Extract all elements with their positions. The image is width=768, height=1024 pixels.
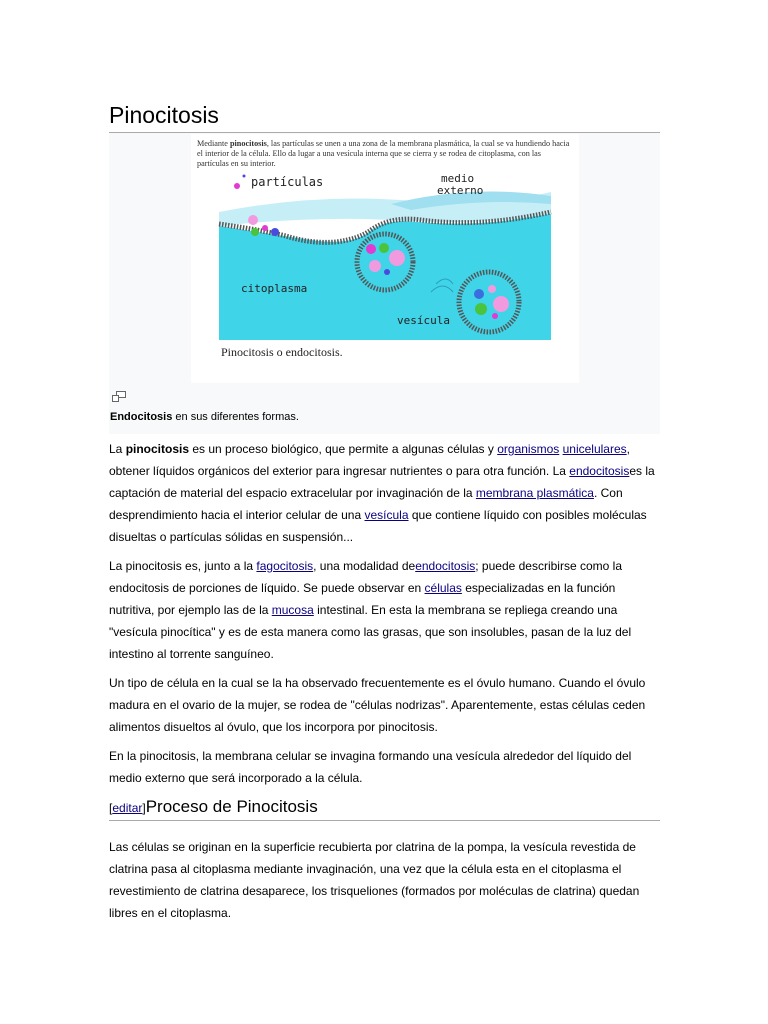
label-vesicula: vesícula (397, 314, 450, 327)
figure-box (109, 133, 660, 434)
link-organismos[interactable]: organismos (497, 442, 560, 456)
label-medio: medio (441, 172, 475, 185)
paragraph-4: En la pinocitosis, la membrana celular se invagina formando una vesícula alrededor del líquido del medio externo que será incorporado a la célula. (109, 749, 632, 785)
link-vesicula[interactable]: vesícula (364, 508, 409, 522)
vesicle-free (459, 272, 519, 332)
enlarge-icon[interactable] (112, 391, 126, 402)
paragraph-2: La pinocitosis es, junto a la fagocitosis, una modalidad deendocitosis; puede describirse como la endocitosis de porciones de líquido. Se puede observar en células especializadas en la función nutritiva, por ejemplo las de la mucosa intestinal. En esta la membrana se repliega creando una "vesícula pinocítica" y es de esta manera como las grasas, que son insolubles, pasan de la luz del intestino al torrente sanguíneo. (109, 559, 632, 661)
link-celulas[interactable]: células (424, 581, 462, 595)
link-fagocitosis[interactable]: fagocitosis (256, 559, 314, 573)
link-endocitosis[interactable]: endocitosis (569, 464, 630, 478)
label-particulas: partículas (251, 175, 324, 189)
pinocytosis-diagram (191, 134, 579, 383)
section-title: Proceso de Pinocitosis (145, 797, 318, 816)
link-unicelulares[interactable]: unicelulares (562, 442, 627, 456)
figure-image[interactable] (191, 134, 579, 383)
paragraph-3: Un tipo de célula en la cual se la ha observado frecuentemente es el óvulo humano. Cuando el óvulo madura en el ovario de la mujer, se rodea de "células nodrizas". Aparentemente, estas células ceden alimentos disueltos al óvulo, que los incorpora por pinocitosis. (109, 676, 646, 734)
link-membrana-plasmatica[interactable]: membrana plasmática (475, 486, 594, 500)
page-title: Pinocitosis (109, 98, 660, 133)
edit-link[interactable]: editar (112, 801, 143, 815)
section-heading (109, 795, 660, 821)
link-endocitosis-2[interactable]: endocitosis (415, 559, 476, 573)
vesicle-forming (357, 234, 413, 290)
label-bottom: Pinocitosis o endocitosis. (221, 345, 343, 359)
figure-image-caption: Mediante pinocitosis, las partículas se unen a una zona de la membrana plasmática, la cual se va hundiendo hacia el interior de la célula. Ello da lugar a una vesícula interna que se cierra y se rodea de citoplasma, con las partículas en su interior. (197, 139, 570, 168)
link-mucosa[interactable]: mucosa (271, 603, 314, 617)
section-paragraph-1: Las células se originan en la superficie recubierta por clatrina de la pompa, la vesícula revestida de clatrina pasa al citoplasma mediante invaginación, una vez que la célula esta en el citoplasma el revestimiento de clatrina desaparece, los trisqueliones (formados por moléculas de clatrina) quedan libres en el citoplasma. (109, 840, 640, 920)
label-externo: externo (437, 184, 484, 197)
article (109, 98, 660, 924)
paragraph-1: La pinocitosis es un proceso biológico, que permite a algunas células y organismos unicelulares, obtener líquidos orgánicos del exterior para ingresar nutrientes o para otra función. La endocitosises la captación de material del espacio extracelular por invaginación de la membrana plasmática. Con desprendimiento hacia el interior celular de una vesícula que contiene líquido con posibles moléculas disueltas o partículas sólidas en suspensión... (109, 442, 655, 544)
label-citoplasma: citoplasma (241, 282, 308, 295)
figure-caption: Endocitosis en sus diferentes formas. (110, 411, 299, 423)
edit-section: [editar] (109, 801, 146, 815)
